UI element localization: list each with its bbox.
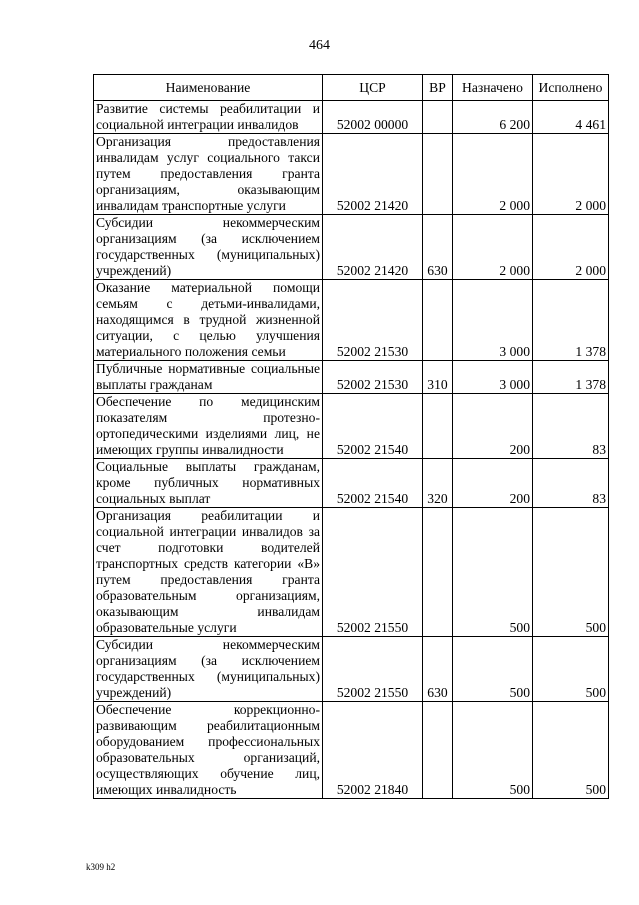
row-executed: 2 000 — [533, 215, 609, 280]
row-name: Обеспечение по медицинским показателям протезно-ортопедическими изделиями лиц, не имеющих группы инвалидности — [94, 394, 323, 459]
row-assigned: 200 — [453, 459, 533, 508]
row-csr: 52002 21530 — [323, 361, 423, 394]
row-name: Оказание материальной помощи семьям с детьми-инвалидами, находящимся в трудной жизненной ситуации, с целью улучшения материального положения семьи — [94, 280, 323, 361]
table-row — [94, 101, 609, 134]
row-executed: 500 — [533, 637, 609, 702]
row-csr: 52002 21420 — [323, 215, 423, 280]
row-csr: 52002 21550 — [323, 637, 423, 702]
row-executed: 500 — [533, 508, 609, 637]
row-vr: 630 — [423, 215, 453, 280]
row-assigned: 500 — [453, 508, 533, 637]
table-row — [94, 637, 609, 702]
row-csr: 52002 21540 — [323, 459, 423, 508]
row-vr — [423, 508, 453, 637]
row-csr: 52002 21840 — [323, 702, 423, 799]
row-name: Публичные нормативные социальные выплаты гражданам — [94, 361, 323, 394]
budget-table — [93, 74, 609, 799]
row-assigned: 3 000 — [453, 280, 533, 361]
table-row — [94, 215, 609, 280]
row-assigned: 6 200 — [453, 101, 533, 134]
row-csr: 52002 21530 — [323, 280, 423, 361]
row-name: Организация реабилитации и социальной интеграции инвалидов за счет подготовки водителей транспортных средств категории «В» путем предоставления гранта образовательным организациям, оказывающим инвалидам образовательные услуги — [94, 508, 323, 637]
row-assigned: 500 — [453, 637, 533, 702]
table-header-row — [94, 75, 609, 101]
row-vr — [423, 702, 453, 799]
row-csr: 52002 21550 — [323, 508, 423, 637]
header-name: Наименование — [94, 75, 323, 101]
row-name: Социальные выплаты гражданам, кроме публичных нормативных социальных выплат — [94, 459, 323, 508]
table-row — [94, 134, 609, 215]
row-name: Развитие системы реабилитации и социальной интеграции инвалидов — [94, 101, 323, 134]
row-vr: 310 — [423, 361, 453, 394]
row-csr: 52002 00000 — [323, 101, 423, 134]
row-assigned: 200 — [453, 394, 533, 459]
row-vr: 320 — [423, 459, 453, 508]
table-row — [94, 361, 609, 394]
row-vr — [423, 394, 453, 459]
row-vr — [423, 134, 453, 215]
header-vr: ВР — [423, 75, 453, 101]
table-row — [94, 394, 609, 459]
row-name: Субсидии некоммерческим организациям (за исключением государственных (муниципальных) учреждений) — [94, 637, 323, 702]
row-name: Субсидии некоммерческим организациям (за исключением государственных (муниципальных) учреждений) — [94, 215, 323, 280]
page-number: 464 — [309, 38, 330, 53]
table-row — [94, 280, 609, 361]
table-row — [94, 702, 609, 799]
row-executed: 83 — [533, 459, 609, 508]
row-executed: 4 461 — [533, 101, 609, 134]
row-vr: 630 — [423, 637, 453, 702]
header-assigned: Назначено — [453, 75, 533, 101]
header-csr: ЦСР — [323, 75, 423, 101]
row-assigned: 2 000 — [453, 215, 533, 280]
footer-code: k309 h2 — [86, 862, 116, 872]
row-assigned: 2 000 — [453, 134, 533, 215]
row-name: Обеспечение коррекционно-развивающим реабилитационным оборудованием профессиональных образовательных организаций, осуществляющих обучение лиц, имеющих инвалидность — [94, 702, 323, 799]
row-executed: 83 — [533, 394, 609, 459]
row-executed: 1 378 — [533, 361, 609, 394]
row-csr: 52002 21540 — [323, 394, 423, 459]
row-assigned: 3 000 — [453, 361, 533, 394]
header-executed: Исполнено — [533, 75, 609, 101]
row-executed: 500 — [533, 702, 609, 799]
table-row — [94, 459, 609, 508]
table-row — [94, 508, 609, 637]
row-vr — [423, 280, 453, 361]
row-assigned: 500 — [453, 702, 533, 799]
row-vr — [423, 101, 453, 134]
row-executed: 1 378 — [533, 280, 609, 361]
row-executed: 2 000 — [533, 134, 609, 215]
row-name: Организация предоставления инвалидам услуг социального такси путем предоставления гранта организациям, оказывающим инвалидам транспортные услуги — [94, 134, 323, 215]
row-csr: 52002 21420 — [323, 134, 423, 215]
